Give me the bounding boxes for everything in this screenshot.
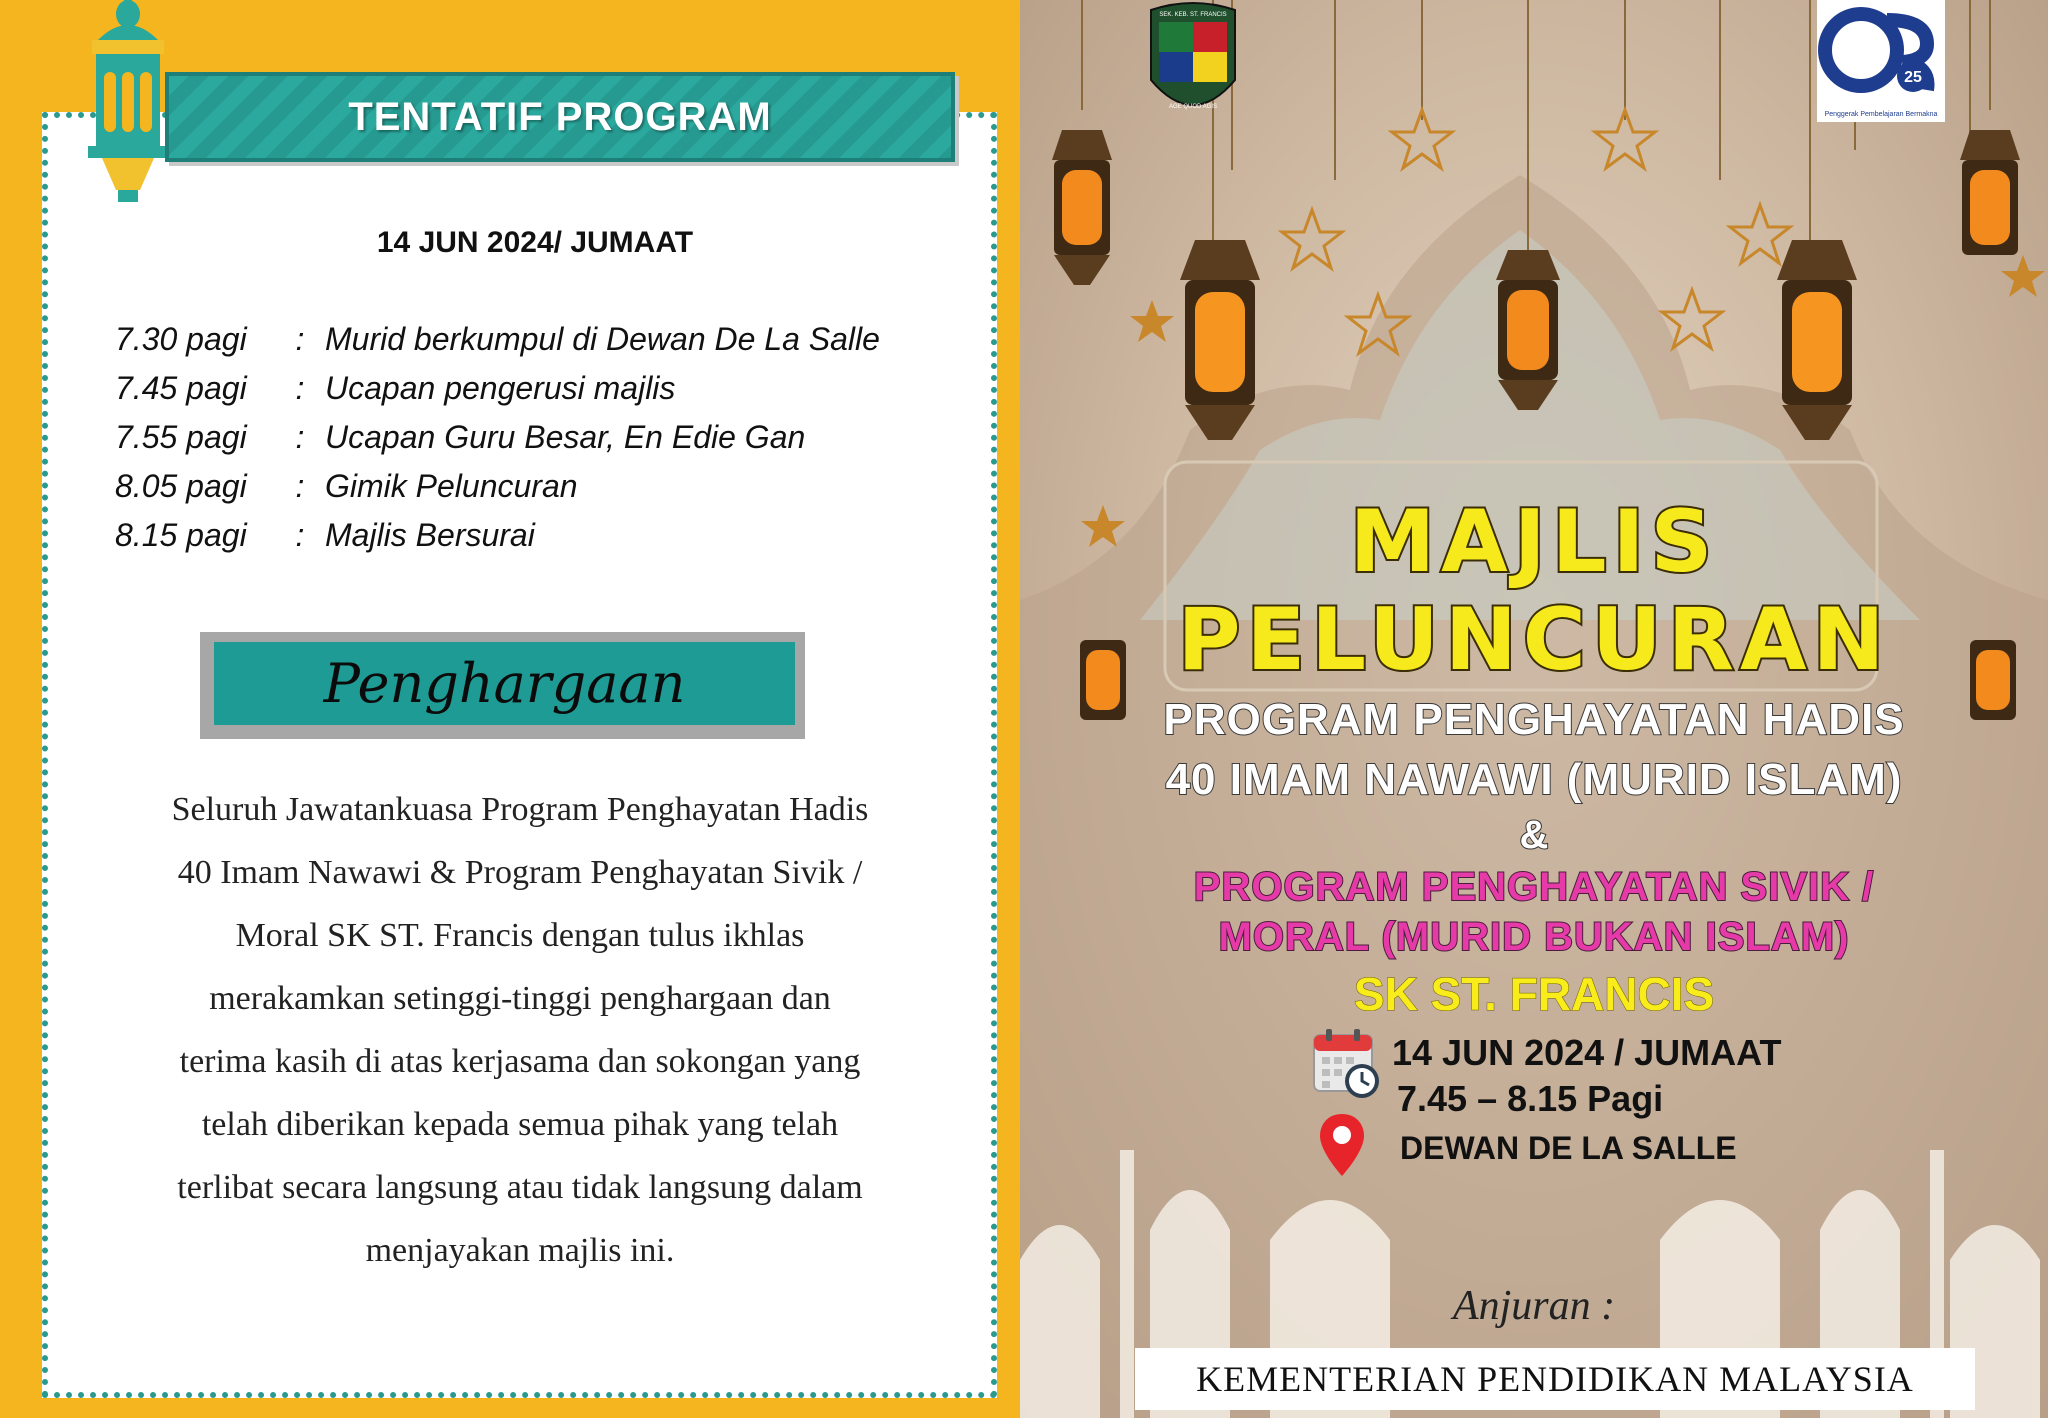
schedule-separator: : <box>295 321 305 357</box>
banner-title: TENTATIF PROGRAM <box>348 94 772 139</box>
schedule-separator: : <box>295 419 305 455</box>
appreciation-line: telah diberikan kepada semua pihak yang telah <box>201 1106 839 1143</box>
schedule-row <box>115 413 880 462</box>
event-date: 14 JUN 2024 / JUMAAT <box>1392 1032 1782 1073</box>
schedule-activity: Ucapan pengerusi majlis <box>325 370 676 406</box>
program2-line1: PROGRAM PENGHAYATAN SIVIK / <box>1193 865 1875 909</box>
schedule-row <box>115 462 880 511</box>
schedule-time: 8.05 pagi <box>115 468 247 504</box>
ts25-number: 25 <box>1904 69 1922 86</box>
appreciation-text <box>100 778 940 1282</box>
organizer-name: KEMENTERIAN PENDIDIKAN MALAYSIA <box>1196 1359 1914 1399</box>
appreciation-line: Moral SK ST. Francis dengan tulus ikhlas <box>235 917 805 954</box>
schedule-row <box>115 511 880 560</box>
program1-line2: 40 IMAM NAWAWI (MURID ISLAM) <box>1165 755 1903 804</box>
organizer-label: Anjuran : <box>1452 1283 1616 1329</box>
schedule-activity: Ucapan Guru Besar, En Edie Gan <box>325 419 806 455</box>
appreciation-heading-inner <box>214 642 795 725</box>
event-time: 7.45 – 8.15 Pagi <box>1397 1078 1664 1119</box>
program-panel <box>0 0 1020 1418</box>
school-logo <box>1143 0 1243 128</box>
schedule-separator: : <box>295 370 305 406</box>
organizer-box <box>1135 1348 1975 1410</box>
schedule-time: 7.55 pagi <box>115 419 247 455</box>
appreciation-title: Penghargaan <box>323 652 686 715</box>
appreciation-line: terima kasih di atas kerjasama dan sokongan yang <box>179 1043 861 1080</box>
schedule-row <box>115 364 880 413</box>
program2-line2: MORAL (MURID BUKAN ISLAM) <box>1218 915 1850 959</box>
schedule-time: 7.45 pagi <box>115 370 247 406</box>
appreciation-line: menjayakan majlis ini. <box>365 1232 675 1269</box>
poster-title-peluncuran: PELUNCURAN <box>1177 590 1891 690</box>
ts25-logo <box>1817 0 1945 122</box>
school-name: SK ST. FRANCIS <box>1353 968 1715 1020</box>
calendar-clock-icon <box>1312 1027 1382 1101</box>
appreciation-heading-box <box>200 632 805 739</box>
ampersand: & <box>1519 813 1549 857</box>
event-venue: DEWAN DE LA SALLE <box>1400 1130 1737 1166</box>
poster-title-majlis: MAJLIS <box>1349 492 1719 592</box>
location-pin-icon <box>1318 1112 1366 1178</box>
ts25-caption: Penggerak Pembelajaran Bermakna <box>1824 111 1938 118</box>
schedule-separator: : <box>295 517 305 553</box>
school-logo-motto: AGE QUOD AGIS <box>1168 104 1218 110</box>
schedule-separator: : <box>295 468 305 504</box>
schedule-activity: Majlis Bersurai <box>325 517 535 553</box>
appreciation-line: terlibat secara langsung atau tidak langsung dalam <box>177 1169 863 1206</box>
school-logo-text: SEK. KEB. ST. FRANCIS <box>1159 12 1227 18</box>
program-date: 14 JUN 2024/ JUMAAT <box>376 226 694 259</box>
schedule-activity: Gimik Peluncuran <box>325 468 578 504</box>
program-banner <box>165 72 955 162</box>
poster-panel <box>1020 0 2048 1418</box>
appreciation-line: merakamkan setinggi-tinggi penghargaan dan <box>209 980 831 1017</box>
schedule-row <box>115 315 880 364</box>
schedule-time: 7.30 pagi <box>115 321 247 357</box>
lantern-icon <box>78 0 178 210</box>
schedule-time: 8.15 pagi <box>115 517 247 553</box>
appreciation-line: 40 Imam Nawawi & Program Penghayatan Sivik / <box>177 854 863 891</box>
appreciation-line: Seluruh Jawatankuasa Program Penghayatan Hadis <box>171 791 869 828</box>
schedule-list <box>115 315 880 560</box>
schedule-activity: Murid berkumpul di Dewan De La Salle <box>325 321 880 357</box>
program1-line1: PROGRAM PENGHAYATAN HADIS <box>1163 695 1905 744</box>
